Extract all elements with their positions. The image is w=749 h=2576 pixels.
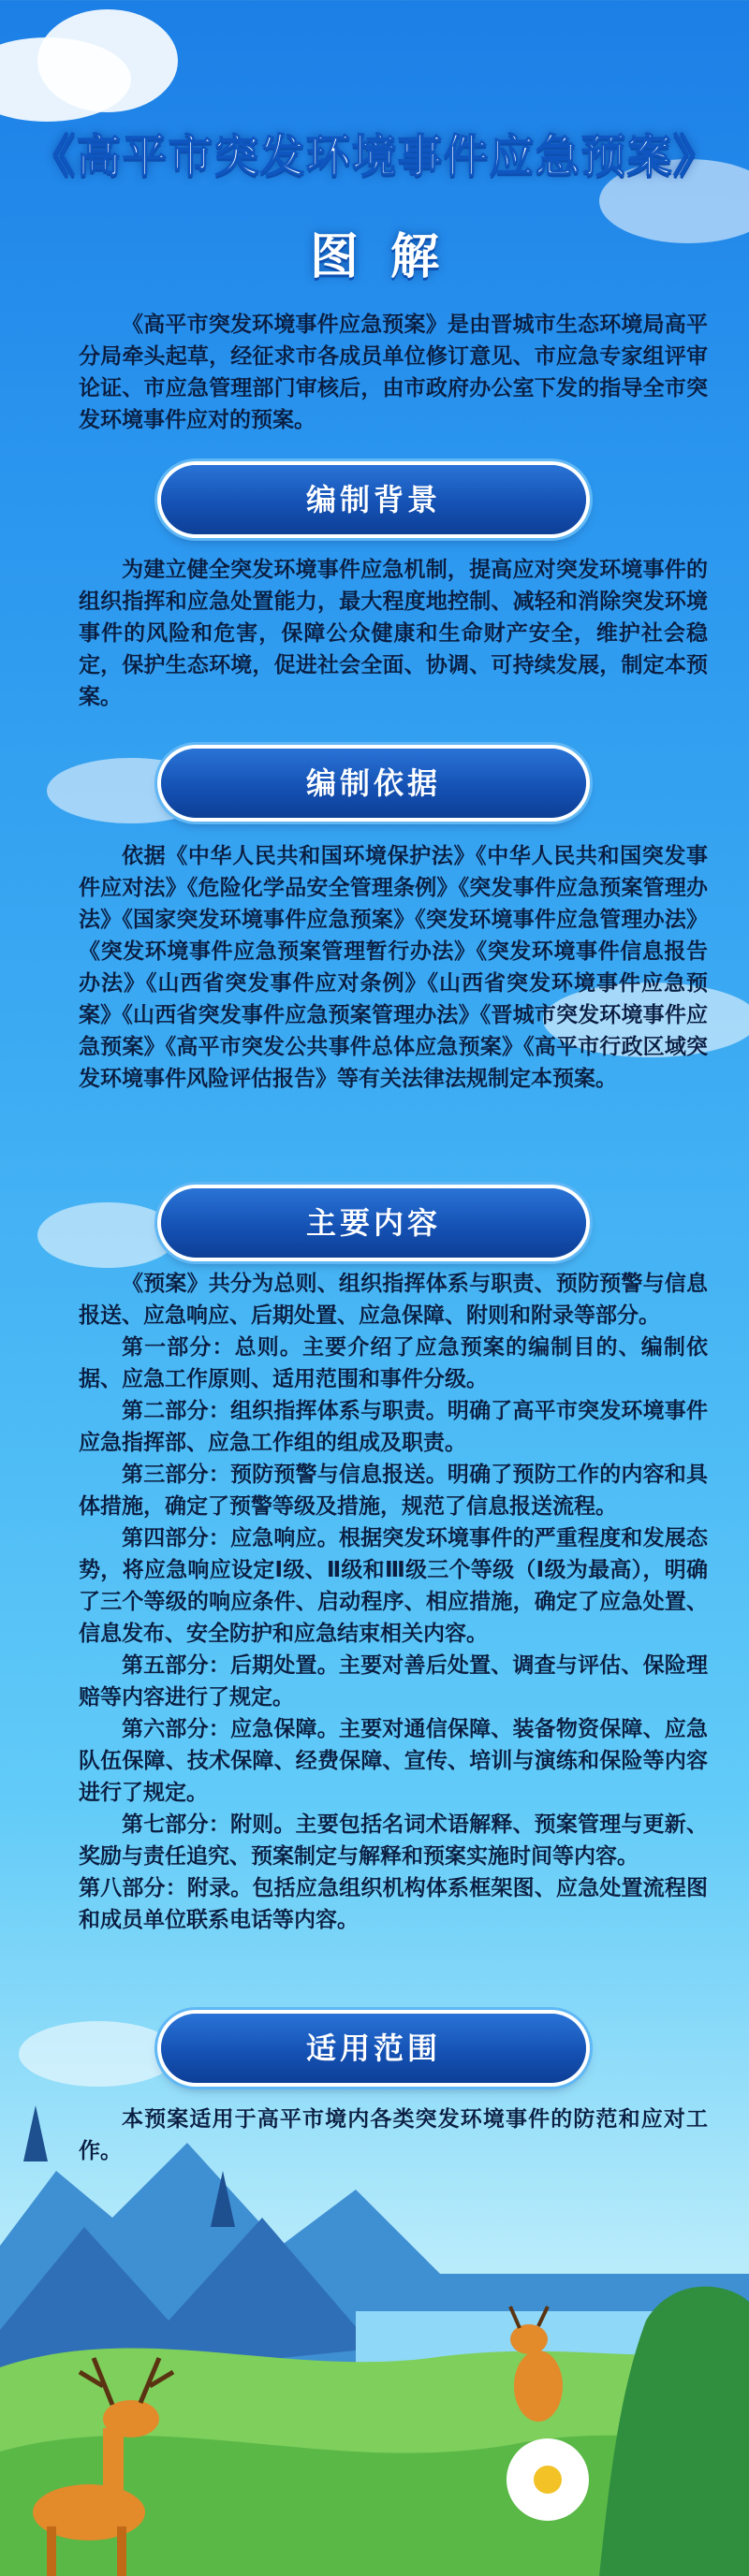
section-heading-content: 主要内容 bbox=[161, 1188, 586, 1258]
section-heading-scope: 适用范围 bbox=[161, 2014, 586, 2083]
cloud-low-left bbox=[19, 2021, 178, 2087]
background-paragraph bbox=[79, 554, 708, 713]
page-title: 《高平市突发环境事件应急预案》 bbox=[30, 130, 719, 182]
section-heading-background: 编制背景 bbox=[161, 465, 586, 534]
background-text: 为建立健全突发环境事件应急机制，提高应对突发环境事件的组织指挥和应急处置能力，最大程度地控制、减轻和消除突发环境事件的风险和危害，保障公众健康和生命财产安全，维护社会稳定，保护生态环境，促进社会全面、协调、可持续发展，制定本预案。 bbox=[79, 558, 708, 709]
scope-text: 本预案适用于高平市境内各类突发环境事件的防范和应对工作。 bbox=[79, 2107, 708, 2163]
intro-text: 《高平市突发环境事件应急预案》是由晋城市生态环境局高平分局牵头起草，经征求市各成员单位修订意见、市应急专家组评审论证、市应急管理部门审核后，由市政府办公室下发的指导全市突发环境事件应对的预案。 bbox=[79, 313, 708, 432]
content-part-6: 第六部分：应急保障。主要对通信保障、装备物资保障、应急队伍保障、技术保障、经费保障、宣传、培训与演练和保险等内容进行了规定。 bbox=[79, 1717, 708, 1805]
section-heading-basis: 编制依据 bbox=[161, 749, 586, 818]
content-paragraph bbox=[79, 1268, 729, 1936]
cloud-mid-left-2 bbox=[37, 1202, 178, 1268]
cloud-top-left-2 bbox=[37, 9, 178, 112]
content-part-3: 第三部分：预防预警与信息报送。明确了预防工作的内容和具体措施，确定了预警等级及措施，规范了信息报送流程。 bbox=[79, 1463, 708, 1519]
content-part-2: 第二部分：组织指挥体系与职责。明确了高平市突发环境事件应急指挥部、应急工作组的组成及职责。 bbox=[79, 1399, 708, 1455]
content-part-5: 第五部分：后期处置。主要对善后处置、调查与评估、保险理赔等内容进行了规定。 bbox=[79, 1653, 708, 1710]
intro-paragraph bbox=[79, 309, 708, 436]
basis-text: 依据《中华人民共和国环境保护法》《中华人民共和国突发事件应对法》《危险化学品安全管理条例》《突发事件应急预案管理办法》《国家突发环境事件应急预案》《突发环境事件应急管理办法》《突发环境事件应急预案管理暂行办法》《突发环境事件信息报告办法》《山西省突发事件应对条例》《山西省突发环境事件应急预案》《山西省突发事件应急预案管理办法》《晋城市突发环境事件应急预案》《高平市突发公共事件总体应急预案》《高平市行政区域突发环境事件风险评估报告》等有关法律法规制定本预案。 bbox=[79, 844, 708, 1091]
content-lead: 《预案》共分为总则、组织指挥体系与职责、预防预警与信息报送、应急响应、后期处置、应急保障、附则和附录等部分。 bbox=[79, 1272, 708, 1328]
content-part-7: 第七部分：附则。主要包括名词术语解释、预案管理与更新、奖励与责任追究、预案制定与解释和预案实施时间等内容。 bbox=[79, 1812, 708, 1869]
landscape-illustration bbox=[0, 2087, 749, 2576]
content-part-8: 第八部分：附录。包括应急组织机构体系框架图、应急处置流程图 和成员单位联系电话等内容。 bbox=[79, 1876, 729, 1932]
basis-paragraph bbox=[79, 840, 708, 1095]
tree-left bbox=[23, 2105, 48, 2161]
content-part-1: 第一部分：总则。主要介绍了应急预案的编制目的、编制依据、应急工作原则、适用范围和事件分级。 bbox=[79, 1335, 708, 1391]
flower-center-icon bbox=[534, 2466, 562, 2494]
page-subtitle: 图解 bbox=[309, 229, 471, 285]
content-part-4: 第四部分：应急响应。根据突发环境事件的严重程度和发展态势，将应急响应设定Ⅰ级、Ⅱ级和Ⅲ级三个等级（Ⅰ级为最高），明确了三个等级的响应条件、启动程序、相应措施，确定了应急处置、信息发布、安全防护和应急结束相关内容。 bbox=[79, 1526, 708, 1646]
